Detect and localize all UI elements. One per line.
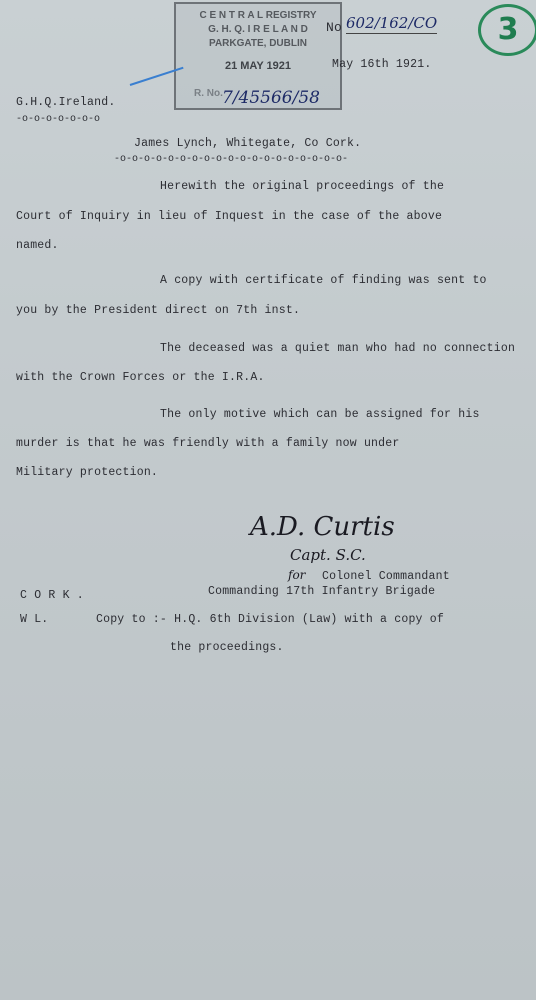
registration-number: 7/45566/58: [222, 88, 320, 108]
page-marker-number: 3: [497, 12, 519, 47]
body-line: Court of Inquiry in lieu of Inquest in the case of the above: [16, 210, 443, 223]
stamp-line-3: PARKGATE, DUBLIN: [209, 38, 307, 49]
signature-for: for: [288, 568, 306, 582]
stamp-line-2: G. H. Q. I R E L A N D: [208, 24, 308, 35]
file-ref-number: 602/162/CO: [346, 14, 438, 32]
addressee-rule: -o-o-o-o-o-o-o: [16, 114, 101, 125]
body-line: The deceased was a quiet man who had no connection: [160, 342, 516, 355]
body-line: murder is that he was friendly with a family now under: [16, 437, 400, 450]
initials: W L.: [20, 613, 49, 626]
addressee: G.H.Q.Ireland.: [16, 96, 116, 109]
subject-rule: -o-o-o-o-o-o-o-o-o-o-o-o-o-o-o-o-o-o-o-: [114, 154, 349, 165]
body-line: Herewith the original proceedings of the: [160, 180, 445, 193]
page-marker-circle: [478, 4, 536, 56]
letter-date: May 16th 1921.: [332, 58, 432, 71]
place: C O R K .: [20, 589, 84, 602]
body-line: The only motive which can be assigned for his: [160, 408, 480, 421]
copy-to-line-2: the proceedings.: [170, 641, 284, 654]
body-line: named.: [16, 239, 59, 252]
copy-to-line-1: Copy to :- H.Q. 6th Division (Law) with a copy of: [96, 613, 444, 626]
file-ref-prefix: No: [326, 20, 343, 35]
signature: A.D. Curtis: [250, 512, 395, 542]
subject-line: James Lynch, Whitegate, Co Cork.: [134, 137, 362, 150]
body-line: Military protection.: [16, 466, 159, 479]
body-line: with the Crown Forces or the I.R.A.: [16, 371, 265, 384]
signoff-line-1: Colonel Commandant: [322, 570, 450, 583]
signature-rank: Capt. S.C.: [290, 546, 366, 564]
body-line: A copy with certificate of finding was sent to: [160, 274, 487, 287]
stamp-reg-prefix: R. No.: [194, 88, 223, 99]
body-line: you by the President direct on 7th inst.: [16, 304, 301, 317]
signoff-line-2: Commanding 17th Infantry Brigade: [208, 585, 436, 598]
stamp-line-1: C E N T R A L REGISTRY: [199, 10, 317, 21]
stamp-date: 21 MAY 1921: [224, 60, 292, 72]
